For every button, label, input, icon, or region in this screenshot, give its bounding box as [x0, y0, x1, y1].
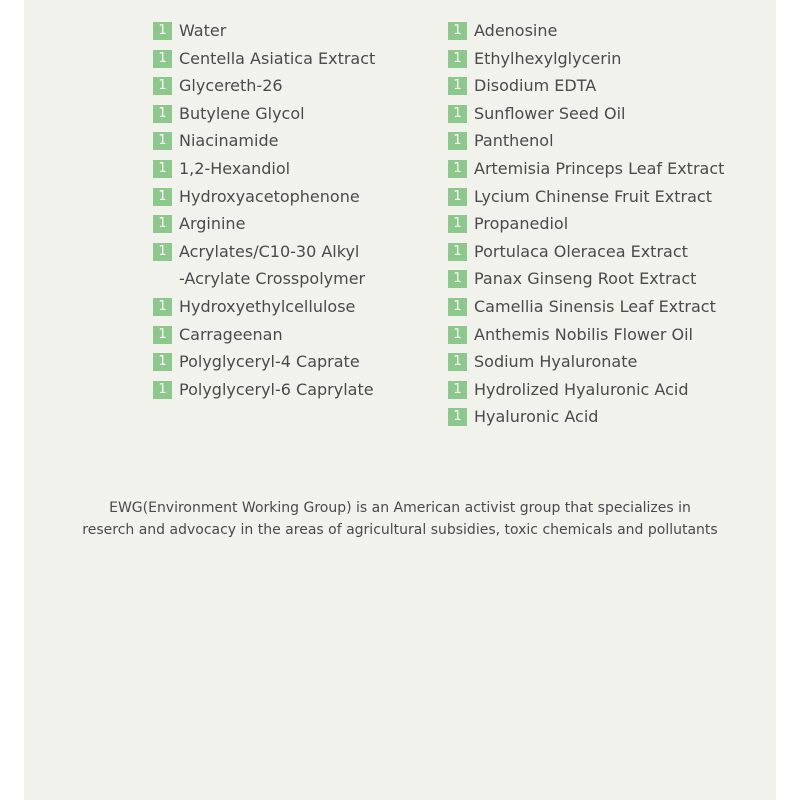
ingredient-name-line: Adenosine	[474, 21, 558, 40]
ingredient-name	[474, 155, 724, 183]
ingredient-item	[448, 403, 724, 431]
ewg-score-badge: 1	[448, 381, 467, 399]
ewg-score-badge: 1	[448, 77, 467, 95]
ingredient-name-line: Artemisia Princeps Leaf Extract	[474, 158, 725, 178]
ewg-note-line-2: reserch and advocacy in the areas of agricultural subsidies, toxic chemicals and pollutants	[82, 522, 718, 538]
ingredient-item	[448, 45, 724, 73]
ewg-score-badge: 1	[153, 160, 172, 178]
ewg-score-badge: 1	[153, 105, 172, 123]
ingredient-list-left	[153, 17, 375, 403]
ingredient-name	[474, 45, 621, 73]
ewg-score-badge: 1	[448, 270, 467, 288]
ingredient-item	[448, 17, 724, 45]
ingredient-item	[448, 72, 724, 100]
ingredient-name	[179, 210, 245, 238]
ewg-score-badge: 1	[153, 381, 172, 399]
ingredient-name	[179, 293, 355, 321]
ingredient-name-line: Butylene Glycol	[179, 103, 305, 123]
ingredient-name	[474, 376, 688, 404]
ingredient-item	[153, 321, 375, 349]
ingredient-name-line: Camellia Sinensis Leaf Extract	[474, 296, 716, 316]
ingredient-name	[474, 17, 557, 45]
ingredient-name-line: -Acrylate Crosspolymer	[179, 269, 366, 289]
ingredient-item	[153, 100, 375, 128]
ingredient-list-right	[448, 17, 724, 431]
ingredient-item	[153, 210, 375, 238]
ingredient-name-line: Sodium Hyaluronate	[474, 352, 638, 372]
ingredient-item	[448, 238, 724, 266]
ingredient-item	[448, 127, 724, 155]
ingredient-name	[179, 127, 278, 155]
ewg-score-badge: 1	[153, 132, 172, 150]
ewg-score-badge: 1	[448, 243, 467, 261]
ingredient-name-line: Sunflower Seed Oil	[474, 103, 626, 123]
ingredient-item	[448, 376, 724, 404]
ingredient-name-line: Niacinamide	[179, 131, 279, 151]
ingredient-item	[448, 293, 724, 321]
ingredient-name	[474, 265, 696, 293]
ingredient-name-line: Glycereth-26	[179, 76, 283, 96]
ingredient-name	[474, 127, 554, 155]
ingredient-name	[179, 376, 374, 404]
ingredient-name-line: Panax Ginseng Root Extract	[474, 269, 697, 289]
ingredient-name	[474, 348, 637, 376]
ingredient-name-line: Hydroxyethylcellulose	[179, 296, 356, 316]
ingredient-name	[179, 17, 226, 45]
ewg-score-badge: 1	[153, 215, 172, 233]
ewg-score-badge: 1	[448, 132, 467, 150]
ingredient-name	[179, 348, 360, 376]
ingredient-item	[153, 155, 375, 183]
ewg-score-badge: 1	[153, 326, 172, 344]
ingredient-name	[474, 403, 598, 431]
ingredient-item	[448, 265, 724, 293]
ewg-score-badge: 1	[153, 77, 172, 95]
ingredient-name-line: Disodium EDTA	[474, 76, 597, 96]
ingredient-item	[448, 348, 724, 376]
ingredient-item	[153, 17, 375, 45]
ingredient-name-line: Portulaca Oleracea Extract	[474, 241, 688, 261]
ingredient-name	[179, 238, 365, 293]
ingredient-name-line: 1,2-Hexandiol	[179, 158, 291, 178]
ingredient-name	[474, 210, 568, 238]
ewg-note-line-1: EWG(Environment Working Group) is an American activist group that specializes in	[109, 500, 691, 516]
ingredient-item	[448, 183, 724, 211]
ingredient-name	[474, 183, 712, 211]
ingredient-name	[179, 155, 290, 183]
ewg-score-badge: 1	[448, 408, 467, 426]
ingredient-item	[153, 45, 375, 73]
ingredient-name	[474, 293, 716, 321]
ingredient-name-line: Water	[179, 21, 227, 40]
ewg-score-badge: 1	[448, 353, 467, 371]
ingredient-name	[474, 321, 693, 349]
ingredient-name-line: Polyglyceryl-6 Caprylate	[179, 379, 374, 399]
ingredient-name-line: Hydrolized Hyaluronic Acid	[474, 379, 689, 399]
ingredient-name	[474, 238, 688, 266]
ewg-score-badge: 1	[448, 50, 467, 68]
ingredient-name-line: Acrylates/C10-30 Alkyl	[179, 241, 360, 261]
ingredient-item	[448, 155, 724, 183]
ingredient-name	[474, 100, 625, 128]
ingredient-name-line: Centella Asiatica Extract	[179, 48, 376, 68]
ingredient-panel	[24, 0, 776, 800]
ingredient-item	[153, 293, 375, 321]
ingredient-name-line: Polyglyceryl-4 Caprate	[179, 352, 360, 372]
ingredient-name	[474, 72, 596, 100]
ingredient-name-line: Propanediol	[474, 214, 569, 234]
ewg-score-badge: 1	[153, 243, 172, 261]
ewg-score-badge: 1	[448, 22, 467, 40]
ingredient-item	[153, 72, 375, 100]
ewg-score-badge: 1	[448, 188, 467, 206]
ingredient-item	[153, 127, 375, 155]
ingredient-item	[153, 238, 375, 293]
ingredient-name-line: Lycium Chinense Fruit Extract	[474, 186, 712, 206]
ewg-score-badge: 1	[153, 353, 172, 371]
ingredient-name	[179, 321, 283, 349]
ingredient-name-line: Panthenol	[474, 131, 554, 151]
ewg-score-badge: 1	[153, 188, 172, 206]
ingredient-name-line: Anthemis Nobilis Flower Oil	[474, 324, 693, 344]
ewg-score-badge: 1	[153, 22, 172, 40]
ewg-score-badge: 1	[153, 298, 172, 316]
ingredient-name-line: Carrageenan	[179, 324, 283, 344]
ewg-score-badge: 1	[448, 160, 467, 178]
ingredient-name-line: Hydroxyacetophenone	[179, 186, 360, 206]
ewg-score-badge: 1	[448, 215, 467, 233]
ingredient-name-line: Ethylhexylglycerin	[474, 48, 622, 68]
ewg-note	[24, 497, 776, 541]
ewg-score-badge: 1	[448, 326, 467, 344]
ingredient-item	[448, 100, 724, 128]
ingredient-item	[153, 376, 375, 404]
ingredient-item	[448, 321, 724, 349]
ingredient-name-line: Arginine	[179, 214, 246, 234]
ingredient-item	[153, 348, 375, 376]
ingredient-name	[179, 100, 305, 128]
ewg-score-badge: 1	[448, 298, 467, 316]
ewg-score-badge: 1	[153, 50, 172, 68]
ingredient-name-line: Hyaluronic Acid	[474, 407, 599, 427]
ingredient-name	[179, 45, 375, 73]
ingredient-item	[448, 210, 724, 238]
ingredient-name	[179, 183, 360, 211]
ewg-score-badge: 1	[448, 105, 467, 123]
ingredient-name	[179, 72, 283, 100]
ingredient-item	[153, 183, 375, 211]
